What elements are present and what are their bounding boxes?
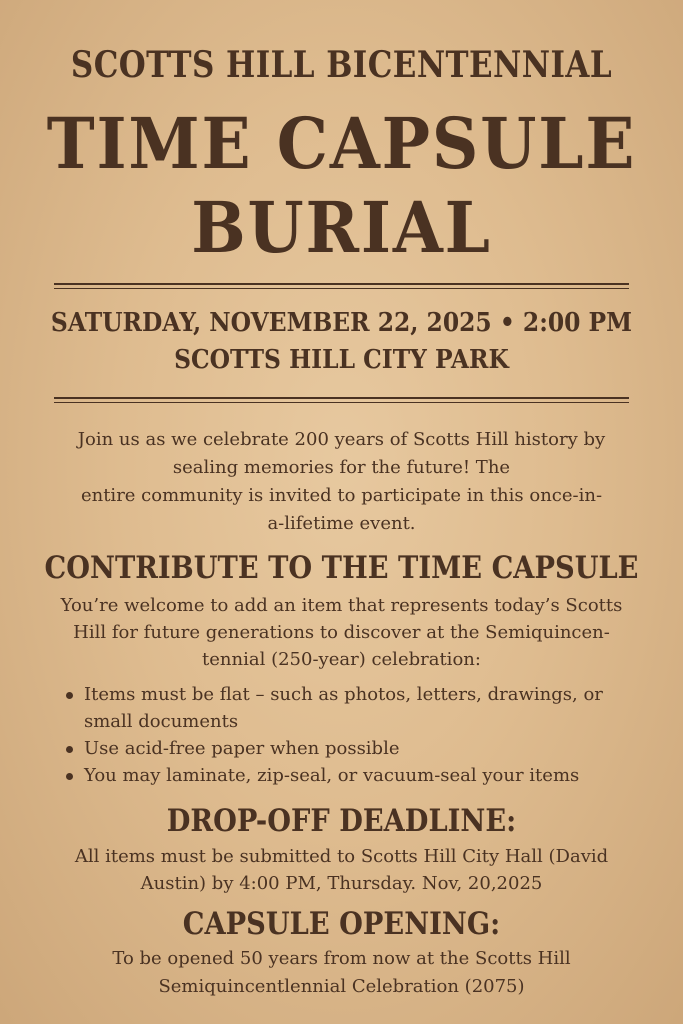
deadline-line: All items must be submitted to Scotts Hill City Hall (David [74, 846, 609, 867]
list-item [62, 762, 652, 789]
event-date-time: SATURDAY, NOVEMBER 22, 2025 • 2:00 PM [50, 308, 633, 338]
contribute-line: Hill for future generations to discover at the Semiquincen- [73, 622, 610, 643]
top-divider [54, 283, 629, 289]
bottom-divider [54, 397, 629, 403]
deadline-paragraph [0, 843, 683, 897]
intro-line: sealing memories for the future! The [172, 457, 511, 478]
contribute-line: tennial (250-year) celebration: [202, 649, 481, 670]
deadline-heading: DROP-OFF DEADLINE: [166, 803, 517, 839]
main-title-line2: BURIAL [191, 186, 492, 269]
list-item-text: Use acid-free paper when possible [84, 738, 400, 759]
list-item [62, 735, 652, 762]
contribute-guidelines-list [62, 681, 652, 789]
contribute-paragraph [0, 592, 683, 673]
main-title [27, 102, 655, 270]
contribute-heading: CONTRIBUTE TO THE TIME CAPSULE [44, 550, 639, 586]
intro-line: Join us as we celebrate 200 years of Scotts Hill history by [77, 429, 606, 450]
list-item-text: Items must be flat – such as photos, letters, drawings, or [84, 684, 603, 705]
opening-line: To be opened 50 years from now at the Scotts Hill [112, 948, 571, 969]
opening-heading: CAPSULE OPENING: [182, 906, 501, 942]
deadline-line: Austin) by 4:00 PM, Thursday. Nov, 20,2025 [140, 873, 543, 894]
intro-paragraph [0, 426, 683, 538]
event-location: SCOTTS HILL CITY PARK [174, 345, 509, 375]
main-title-line1: TIME CAPSULE [46, 102, 637, 185]
list-item [62, 681, 652, 735]
contribute-line: You’re welcome to add an item that represents today’s Scotts [60, 595, 623, 616]
opening-line: Semiquincentlennial Celebration (2075) [158, 976, 525, 997]
opening-paragraph [0, 945, 683, 1001]
intro-line: a-lifetime event. [267, 513, 416, 534]
list-item-text: You may laminate, zip-seal, or vacuum-seal your items [84, 765, 580, 786]
list-item-text: small documents [84, 711, 239, 732]
intro-line: entire community is invited to participate in this once-in- [80, 485, 603, 506]
bicentennial-subtitle: SCOTTS HILL BICENTENNIAL [70, 44, 613, 86]
